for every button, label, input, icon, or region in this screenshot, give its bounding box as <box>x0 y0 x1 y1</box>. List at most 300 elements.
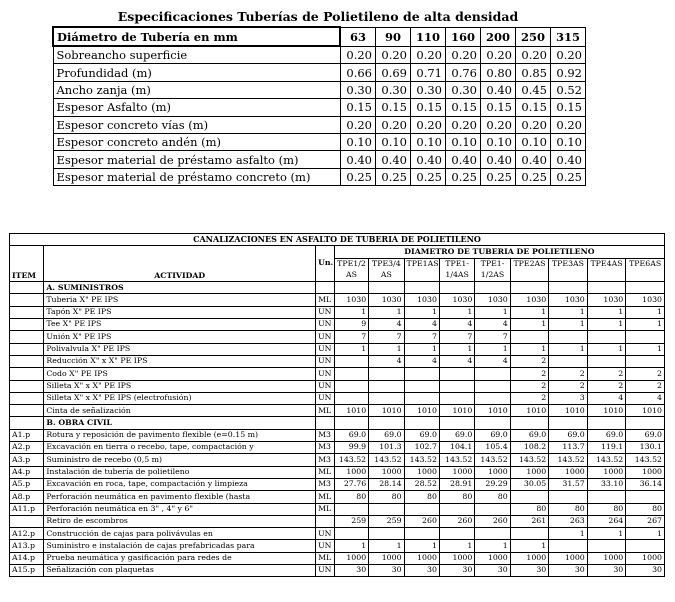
value-cell <box>369 417 404 429</box>
column-header: TPE4AS <box>587 258 626 270</box>
value-cell: 263 <box>549 515 588 527</box>
spec-cell: 0.52 <box>551 81 586 98</box>
value-cell <box>439 503 474 515</box>
value-cell: 1 <box>334 540 368 552</box>
value-cell <box>587 540 626 552</box>
value-cell: 1010 <box>510 405 549 417</box>
value-cell <box>439 282 474 294</box>
table-row <box>10 392 665 404</box>
unit-cell: UN <box>316 380 335 392</box>
value-cell <box>475 503 510 515</box>
value-cell: 30 <box>510 565 549 577</box>
item-code: A4.p <box>10 466 44 478</box>
value-cell: 1 <box>587 306 626 318</box>
unit-cell: M3 <box>316 429 335 441</box>
spec-cell: 0.20 <box>481 46 516 64</box>
value-cell: 2 <box>510 380 549 392</box>
spec-table <box>52 26 586 186</box>
activity-cell: Suministro e instalación de cajas prefabricadas para <box>44 540 316 552</box>
value-cell: 99.9 <box>334 442 368 454</box>
column-header-cont <box>587 270 626 282</box>
unit-cell: UN <box>316 392 335 404</box>
spec-diameter-header: 90 <box>376 27 411 46</box>
value-cell <box>626 331 665 343</box>
table-row <box>10 331 665 343</box>
value-cell <box>626 282 665 294</box>
value-cell: 1 <box>404 306 439 318</box>
value-cell <box>549 331 588 343</box>
value-cell: 4 <box>404 319 439 331</box>
value-cell: 1010 <box>404 405 439 417</box>
spec-cell: 0.25 <box>340 168 376 185</box>
value-cell: 80 <box>439 491 474 503</box>
item-code: A11.p <box>10 503 44 515</box>
value-cell <box>587 491 626 503</box>
spec-header-label: Diámetro de Tubería en mm <box>53 27 340 46</box>
value-cell <box>404 392 439 404</box>
value-cell: 80 <box>334 491 368 503</box>
table-row <box>10 442 665 454</box>
column-header-cont <box>626 270 665 282</box>
table-row <box>10 368 665 380</box>
spec-cell: 0.20 <box>411 46 446 64</box>
spec-diameter-header: 315 <box>551 27 586 46</box>
value-cell: 1 <box>439 306 474 318</box>
column-header: TPE2AS <box>510 258 549 270</box>
unit-cell: UN <box>316 306 335 318</box>
table-row <box>10 294 665 306</box>
value-cell: 1 <box>439 540 474 552</box>
value-cell: 4 <box>439 355 474 367</box>
value-cell: 143.52 <box>439 454 474 466</box>
value-cell: 69.0 <box>439 429 474 441</box>
value-cell: 259 <box>369 515 404 527</box>
value-cell <box>439 417 474 429</box>
value-cell: 27.76 <box>334 478 368 490</box>
value-cell: 1 <box>475 306 510 318</box>
spec-cell: 0.40 <box>481 81 516 98</box>
column-header-cont: 1/4AS <box>439 270 474 282</box>
spec-cell: 0.40 <box>481 151 516 168</box>
value-cell <box>334 503 368 515</box>
activity-cell: Suministro de recebo (0,5 m) <box>44 454 316 466</box>
spec-row-label: Espesor material de préstamo asfalto (m) <box>53 151 340 168</box>
table-row <box>10 380 665 392</box>
spec-cell: 0.40 <box>516 151 551 168</box>
value-cell: 1000 <box>587 552 626 564</box>
spec-header-row <box>53 27 586 46</box>
value-cell <box>549 491 588 503</box>
value-cell: 1030 <box>587 294 626 306</box>
value-cell <box>334 392 368 404</box>
value-cell: 1 <box>587 319 626 331</box>
value-cell: 1 <box>404 540 439 552</box>
value-cell: 143.52 <box>404 454 439 466</box>
spec-cell: 0.15 <box>551 99 586 116</box>
value-cell: 28.52 <box>404 478 439 490</box>
value-cell <box>510 331 549 343</box>
value-cell: 1000 <box>404 466 439 478</box>
spec-cell: 0.20 <box>551 46 586 64</box>
item-code: A1.p <box>10 429 44 441</box>
value-cell <box>404 282 439 294</box>
activity-cell: Excavación en roca, tape, compactación y limpieza <box>44 478 316 490</box>
activity-cell: Rotura y reposición de pavimento flexible (e=0.15 m) <box>44 429 316 441</box>
value-cell: 30 <box>369 565 404 577</box>
value-cell: 80 <box>626 503 665 515</box>
value-cell: 143.52 <box>334 454 368 466</box>
spec-cell: 0.66 <box>340 64 376 81</box>
spec-cell: 0.25 <box>376 168 411 185</box>
canalizaciones-title: CANALIZACIONES EN ASFALTO DE TUBERIA DE POLIETILENO <box>10 234 665 246</box>
value-cell: 260 <box>439 515 474 527</box>
activity-cell: Tapón X" PE IPS <box>44 306 316 318</box>
spec-row-label: Sobreancho superficie <box>53 46 340 64</box>
value-cell: 1000 <box>334 552 368 564</box>
value-cell: 143.52 <box>626 454 665 466</box>
value-cell: 1000 <box>510 466 549 478</box>
unit-cell: UN <box>316 528 335 540</box>
table-row <box>10 355 665 367</box>
value-cell: 69.0 <box>404 429 439 441</box>
column-header: TPE6AS <box>626 258 665 270</box>
spec-cell: 0.10 <box>516 133 551 150</box>
value-cell: 30 <box>334 565 368 577</box>
value-cell: 1 <box>626 306 665 318</box>
spec-row <box>53 64 586 81</box>
item-code <box>10 405 44 417</box>
column-header-cont <box>404 270 439 282</box>
value-cell: 80 <box>549 503 588 515</box>
unit-cell: ML <box>316 466 335 478</box>
item-code <box>10 368 44 380</box>
spec-cell: 0.25 <box>446 168 481 185</box>
table-row <box>10 429 665 441</box>
value-cell: 2 <box>626 368 665 380</box>
item-code: A8.p <box>10 491 44 503</box>
unit-cell: M3 <box>316 442 335 454</box>
value-cell: 1 <box>549 319 588 331</box>
spec-cell: 0.71 <box>411 64 446 81</box>
item-header: ITEM <box>10 246 44 282</box>
column-header-cont <box>510 270 549 282</box>
spec-cell: 0.15 <box>481 99 516 116</box>
value-cell <box>626 417 665 429</box>
value-cell <box>475 282 510 294</box>
value-cell: 1000 <box>404 552 439 564</box>
value-cell: 2 <box>549 380 588 392</box>
value-cell: 4 <box>404 355 439 367</box>
value-cell: 1 <box>549 528 588 540</box>
spec-cell: 0.20 <box>446 116 481 133</box>
value-cell <box>587 331 626 343</box>
activity-cell: Cinta de señalización <box>44 405 316 417</box>
table-row <box>10 454 665 466</box>
item-code: A2.p <box>10 442 44 454</box>
value-cell: 30 <box>439 565 474 577</box>
value-cell: 108.2 <box>510 442 549 454</box>
spec-cell: 0.25 <box>516 168 551 185</box>
column-header: TPE1- <box>475 258 510 270</box>
unit-cell: M3 <box>316 478 335 490</box>
spec-cell: 0.20 <box>446 46 481 64</box>
activity-cell: Señalización con plaquetas <box>44 565 316 577</box>
spec-cell: 0.10 <box>340 133 376 150</box>
column-header: TPE1- <box>439 258 474 270</box>
table-row <box>10 540 665 552</box>
item-code <box>10 306 44 318</box>
spec-cell: 0.80 <box>481 64 516 81</box>
value-cell: 119.1 <box>587 442 626 454</box>
value-cell: 1000 <box>475 466 510 478</box>
value-cell <box>587 282 626 294</box>
activity-cell: Tuberia X" PE IPS <box>44 294 316 306</box>
value-cell <box>404 503 439 515</box>
item-code <box>10 355 44 367</box>
value-cell: 1000 <box>626 466 665 478</box>
value-cell: 31.57 <box>549 478 588 490</box>
value-cell <box>510 491 549 503</box>
value-cell: 4 <box>439 319 474 331</box>
spec-row <box>53 151 586 168</box>
activity-cell: Silleta X" x X" PE IPS (electrofusión) <box>44 392 316 404</box>
value-cell: 1000 <box>439 552 474 564</box>
value-cell: 260 <box>475 515 510 527</box>
spec-cell: 0.15 <box>446 99 481 116</box>
unit-cell <box>316 515 335 527</box>
value-cell: 1 <box>475 343 510 355</box>
value-cell <box>334 282 368 294</box>
value-cell <box>404 380 439 392</box>
spec-cell: 0.20 <box>340 116 376 133</box>
unit-cell: UN <box>316 331 335 343</box>
column-header: TPE3/4 <box>369 258 404 270</box>
spec-cell: 0.20 <box>516 46 551 64</box>
column-header: TPE1/2 <box>334 258 368 270</box>
value-cell <box>626 355 665 367</box>
value-cell: 1 <box>475 540 510 552</box>
value-cell: 1010 <box>626 405 665 417</box>
value-cell: 1000 <box>369 552 404 564</box>
spec-cell: 0.20 <box>551 116 586 133</box>
value-cell: 143.52 <box>510 454 549 466</box>
unit-cell: ML <box>316 294 335 306</box>
value-cell: 30 <box>587 565 626 577</box>
value-cell: 1030 <box>439 294 474 306</box>
value-cell: 267 <box>626 515 665 527</box>
spec-cell: 0.40 <box>446 151 481 168</box>
value-cell <box>369 503 404 515</box>
table-row <box>10 552 665 564</box>
table-row <box>10 503 665 515</box>
value-cell <box>439 368 474 380</box>
spec-cell: 0.25 <box>481 168 516 185</box>
value-cell: 1 <box>587 528 626 540</box>
value-cell: 1 <box>549 306 588 318</box>
value-cell: 30.05 <box>510 478 549 490</box>
spec-cell: 0.20 <box>340 46 376 64</box>
activity-cell: Excavación en tierra o recebo, tape, compactación y <box>44 442 316 454</box>
value-cell: 260 <box>404 515 439 527</box>
value-cell: 7 <box>475 331 510 343</box>
value-cell <box>404 417 439 429</box>
spec-cell: 0.40 <box>340 151 376 168</box>
table-row <box>10 343 665 355</box>
spec-cell: 0.10 <box>376 133 411 150</box>
value-cell <box>475 380 510 392</box>
value-cell: 113.7 <box>549 442 588 454</box>
value-cell <box>475 417 510 429</box>
value-cell <box>626 540 665 552</box>
value-cell: 4 <box>475 319 510 331</box>
value-cell: 80 <box>475 491 510 503</box>
value-cell: 1010 <box>334 405 368 417</box>
unit-header: Un. <box>316 246 335 282</box>
value-cell: 28.91 <box>439 478 474 490</box>
value-cell: 1 <box>404 343 439 355</box>
spec-cell: 0.30 <box>411 81 446 98</box>
column-header-cont: AS <box>369 270 404 282</box>
value-cell: 69.0 <box>549 429 588 441</box>
canalizaciones-table <box>9 233 665 577</box>
value-cell: 1 <box>587 343 626 355</box>
value-cell <box>334 417 368 429</box>
value-cell: 1010 <box>587 405 626 417</box>
spec-cell: 0.40 <box>551 151 586 168</box>
value-cell: 1 <box>439 343 474 355</box>
value-cell: 1000 <box>587 466 626 478</box>
spec-cell: 0.76 <box>446 64 481 81</box>
value-cell <box>404 368 439 380</box>
value-cell: 4 <box>369 319 404 331</box>
table-row <box>10 319 665 331</box>
value-cell: 102.7 <box>404 442 439 454</box>
value-cell: 1000 <box>510 552 549 564</box>
value-cell <box>510 528 549 540</box>
spec-row-label: Espesor concreto vías (m) <box>53 116 340 133</box>
spec-cell: 0.30 <box>446 81 481 98</box>
unit-cell: ML <box>316 405 335 417</box>
column-header-cont <box>549 270 588 282</box>
activity-cell: B. OBRA CIVIL <box>44 417 316 429</box>
item-code: A12.p <box>10 528 44 540</box>
section-row <box>10 417 665 429</box>
canalizaciones-title-row <box>10 234 665 246</box>
value-cell <box>475 392 510 404</box>
unit-cell <box>316 417 335 429</box>
value-cell: 1 <box>510 343 549 355</box>
value-cell <box>439 380 474 392</box>
item-code: A15.p <box>10 565 44 577</box>
value-cell: 2 <box>510 355 549 367</box>
spec-cell: 0.20 <box>516 116 551 133</box>
unit-cell: UN <box>316 319 335 331</box>
unit-cell: M3 <box>316 454 335 466</box>
value-cell: 1 <box>626 528 665 540</box>
item-code <box>10 331 44 343</box>
value-cell: 9 <box>334 319 368 331</box>
value-cell <box>587 417 626 429</box>
spec-row <box>53 168 586 185</box>
column-header-cont: 1/2AS <box>475 270 510 282</box>
table-row <box>10 491 665 503</box>
spec-cell: 0.40 <box>411 151 446 168</box>
spec-cell: 0.10 <box>551 133 586 150</box>
spec-cell: 0.40 <box>376 151 411 168</box>
table-row <box>10 528 665 540</box>
value-cell <box>334 528 368 540</box>
value-cell: 1 <box>334 343 368 355</box>
item-code <box>10 380 44 392</box>
column-header: TPE1AS <box>404 258 439 270</box>
value-cell: 7 <box>334 331 368 343</box>
activity-cell: Tee X" PE IPS <box>44 319 316 331</box>
spec-row <box>53 133 586 150</box>
spec-cell: 0.30 <box>340 81 376 98</box>
value-cell: 4 <box>587 392 626 404</box>
section-row <box>10 282 665 294</box>
value-cell: 80 <box>404 491 439 503</box>
spec-row-label: Profundidad (m) <box>53 64 340 81</box>
table-row <box>10 306 665 318</box>
unit-cell: UN <box>316 368 335 380</box>
spec-row <box>53 99 586 116</box>
value-cell: 80 <box>587 503 626 515</box>
value-cell: 4 <box>369 355 404 367</box>
value-cell <box>587 355 626 367</box>
item-code <box>10 282 44 294</box>
value-cell: 1030 <box>626 294 665 306</box>
spec-cell: 0.10 <box>446 133 481 150</box>
table-row <box>10 565 665 577</box>
value-cell: 1 <box>510 319 549 331</box>
diameter-group-header: DIAMETRO DE TUBERIA DE POLIETILENO <box>334 246 664 258</box>
value-cell: 2 <box>587 380 626 392</box>
activity-cell: Reducción X" x X" PE IPS <box>44 355 316 367</box>
value-cell: 2 <box>626 380 665 392</box>
value-cell: 101.3 <box>369 442 404 454</box>
item-code <box>10 417 44 429</box>
activity-cell: Perforación neumática en 3" , 4" y 6" <box>44 503 316 515</box>
value-cell: 33.10 <box>587 478 626 490</box>
value-cell <box>510 282 549 294</box>
value-cell: 7 <box>439 331 474 343</box>
spec-row-label: Espesor material de préstamo concreto (m) <box>53 168 340 185</box>
spec-cell: 0.15 <box>411 99 446 116</box>
value-cell: 69.0 <box>626 429 665 441</box>
spec-table-title: Especificaciones Tuberías de Polietileno de alta densidad <box>117 9 519 24</box>
spec-cell: 0.92 <box>551 64 586 81</box>
value-cell: 1010 <box>369 405 404 417</box>
value-cell: 7 <box>369 331 404 343</box>
value-cell <box>475 368 510 380</box>
value-cell: 69.0 <box>334 429 368 441</box>
value-cell <box>549 282 588 294</box>
value-cell: 1 <box>369 540 404 552</box>
item-code <box>10 392 44 404</box>
value-cell <box>549 417 588 429</box>
spec-diameter-header: 160 <box>446 27 481 46</box>
value-cell: 1 <box>510 540 549 552</box>
value-cell: 261 <box>510 515 549 527</box>
table-row <box>10 478 665 490</box>
item-code <box>10 515 44 527</box>
activity-cell: Codo X" PE IPS <box>44 368 316 380</box>
value-cell: 69.0 <box>475 429 510 441</box>
header-row-group <box>10 246 665 258</box>
value-cell <box>510 417 549 429</box>
value-cell: 1030 <box>510 294 549 306</box>
